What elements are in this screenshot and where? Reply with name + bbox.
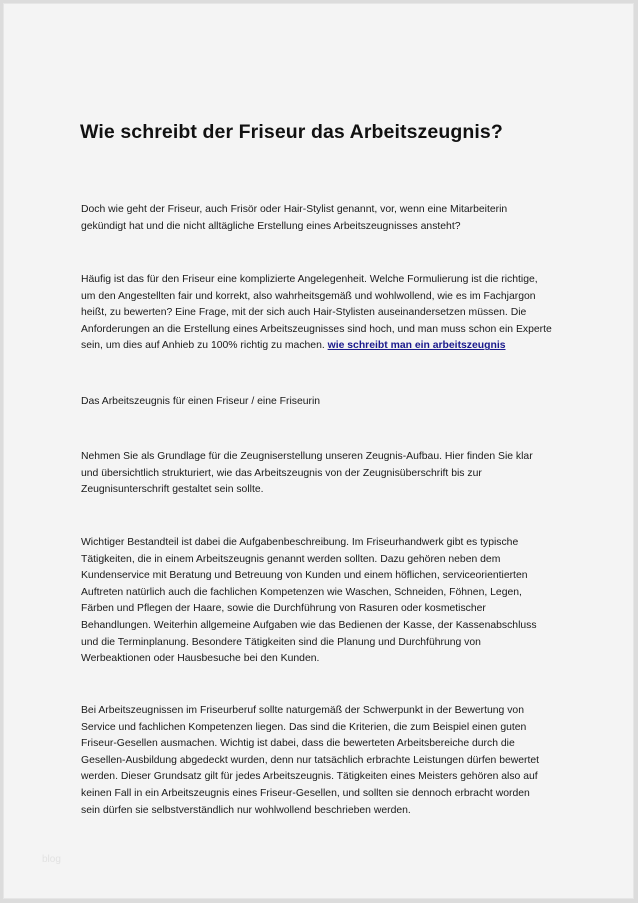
- paragraph-tasks: [81, 535, 581, 668]
- paragraph-subheading: [81, 394, 581, 411]
- text-line: Werbeaktionen oder Hausbesuche bei den Kunden.: [81, 653, 320, 665]
- text-line: sein, um dies auf Anhieb zu 100% richtig zu machen.: [81, 340, 328, 352]
- text-line: werden. Dieser Grundsatz gilt für jedes Arbeitszeugnis. Tätigkeiten eines Meisters gehören also auf: [81, 771, 538, 783]
- text-line-with-link: [81, 338, 581, 355]
- text-line: Service und fachlichen Kompetenzen liegen. Das sind die Kriterien, die zum Beispiel einen guten: [81, 721, 527, 733]
- paragraph-evaluation: [81, 703, 581, 819]
- document-page: [3, 3, 634, 899]
- text-line: Friseur-Gesellen ausmachen. Wichtig ist dabei, dass die bewerteten Arbeitsbereiche durch die: [81, 738, 515, 750]
- text-line: gekündigt hat und die nicht alltägliche Erstellung eines Arbeitszeugnisses ansteht?: [81, 220, 461, 232]
- arbeitszeugnis-link[interactable]: wie schreibt man ein arbeitszeugnis: [327, 340, 506, 352]
- text-line: Häufig ist das für den Friseur eine komplizierte Angelegenheit. Welche Formulierung ist die richtige,: [81, 274, 538, 285]
- document-title: Wie schreibt der Friseur das Arbeitszeugnis?: [80, 121, 503, 143]
- text-line: Färben und Pflegen der Haare, sowie die Durchführung von Rasuren oder kosmetischer: [81, 603, 486, 615]
- text-line: Zeugnisunterschrift gestaltet sein sollte.: [81, 484, 264, 496]
- text-line: Nehmen Sie als Grundlage für die Zeugniserstellung unseren Zeugnis-Aufbau. Hier finden Sie klar: [81, 451, 533, 462]
- text-line: Tätigkeiten, die in einem Arbeitszeugnis genannt werden sollten. Dazu gehören neben dem: [81, 553, 501, 565]
- text-line: Gesellen-Ausbildung abgedeckt wurden, denn nur tatsächlich erbrachte Leistungen dürfen bewertet: [81, 754, 540, 766]
- text-line: sein dürfen sie selbstverständlich nur wohlwollend beschrieben werden.: [81, 804, 411, 816]
- watermark: blog: [42, 854, 61, 865]
- text-line: und die Terminplanung. Besondere Tätigkeiten sind die Planung und Durchführung von: [81, 636, 481, 648]
- paragraph-complexity: [81, 272, 581, 355]
- paragraph-structure: [81, 449, 581, 499]
- text-line: Doch wie geht der Friseur, auch Frisör oder Hair-Stylist genannt, vor, wenn eine Mitarbeiterin: [81, 204, 508, 215]
- text-line: Wichtiger Bestandteil ist dabei die Aufgabenbeschreibung. Im Friseurhandwerk gibt es typische: [81, 537, 519, 548]
- text-line: Kundenservice mit Beratung und Betreuung von Kunden und einem höflichen, serviceorientierten: [81, 570, 528, 582]
- text-line: Bei Arbeitszeugnissen im Friseurberuf sollte naturgemäß der Schwerpunkt in der Bewertung von: [81, 705, 524, 716]
- text-line: heißt, zu bewerten? Eine Frage, mit der sich auch Hair-Stylisten auseinandersetzen müssen. Die: [81, 307, 527, 319]
- text-line: Anforderungen an die Erstellung eines Arbeitszeugnisses sind hoch, und man muss schon ein Experte: [81, 323, 552, 335]
- text-line: und übersichtlich strukturiert, wie das Arbeitszeugnis von der Zeugnisüberschrift bis zur: [81, 467, 482, 479]
- text-line: Behandlungen. Weiterhin allgemeine Aufgaben wie das Bedienen der Kasse, der Kassenabschluss: [81, 619, 537, 631]
- paragraph-intro: [81, 202, 581, 235]
- text-line: Auftreten natürlich auch die fachlichen Kompetenzen wie Waschen, Schneiden, Föhnen, Legen,: [81, 586, 522, 598]
- text-line: um den Angestellten fair und korrekt, also wahrheitsgemäß und wohlwollend, wie es im Fachjargon: [81, 290, 536, 302]
- text-line: keinen Fall in ein Arbeitszeugnis eines Friseur-Gesellen, und sollten sie dennoch erbracht worden: [81, 787, 530, 799]
- subheading-text: Das Arbeitszeugnis für einen Friseur / eine Friseurin: [81, 396, 321, 407]
